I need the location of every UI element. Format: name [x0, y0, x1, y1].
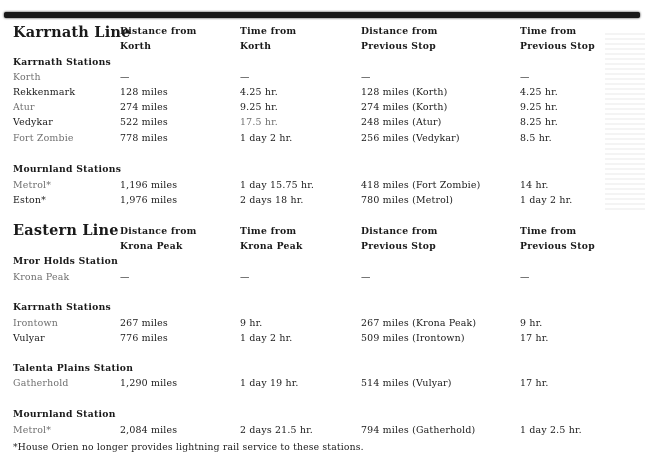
- eastern-line-title: Eastern Line: [13, 222, 119, 239]
- header-time-from-origin: Time from Korth: [240, 26, 297, 52]
- header-distance-from-origin: Distance from Korth: [120, 26, 197, 52]
- section-heading: Mournland Stations: [13, 164, 122, 175]
- table-row: Krona Peak — — — —: [13, 272, 530, 283]
- header-time-from-previous: Time from Previous Stop: [520, 226, 595, 252]
- table-row: Vulyar 776 miles 1 day 2 hr. 509 miles (Irontown) 17 hr.: [13, 333, 549, 344]
- section-heading: Mror Holds Station: [13, 256, 119, 267]
- footnote: *House Orien no longer provides lightning rail service to these stations.: [13, 442, 364, 453]
- header-time-from-previous: Time from Previous Stop: [520, 26, 595, 52]
- header-time-from-origin: Time from Krona Peak: [240, 226, 303, 252]
- header-distance-from-previous: Distance from Previous Stop: [361, 26, 438, 52]
- section-heading: Mournland Station: [13, 409, 116, 420]
- table-row: Metrol* 2,084 miles 2 days 21.5 hr. 794 miles (Gatherhold) 1 day 2.5 hr.: [13, 425, 582, 436]
- section-heading: Karrnath Stations: [13, 57, 112, 68]
- section-heading: Talenta Plains Station: [13, 363, 134, 374]
- table-row: Gatherhold 1,290 miles 1 day 19 hr. 514 miles (Vulyar) 17 hr.: [13, 378, 549, 389]
- table-row: Vedykar 522 miles 17.5 hr. 248 miles (Atur) 8.25 hr.: [13, 117, 558, 128]
- karrnath-header-row: [0, 24, 645, 54]
- table-row: Irontown 267 miles 9 hr. 267 miles (Krona Peak) 9 hr.: [13, 318, 543, 329]
- table-row: Eston* 1,976 miles 2 days 18 hr. 780 miles (Metrol) 1 day 2 hr.: [13, 195, 573, 206]
- section-heading: Karrnath Stations: [13, 302, 112, 313]
- table-row: Korth — — — —: [13, 72, 530, 83]
- table-row: Rekkenmark 128 miles 4.25 hr. 128 miles (Korth) 4.25 hr.: [13, 87, 558, 98]
- header-distance-from-previous: Distance from Previous Stop: [361, 226, 438, 252]
- table-row: Fort Zombie 778 miles 1 day 2 hr. 256 miles (Vedykar) 8.5 hr.: [13, 133, 552, 144]
- table-row: Metrol* 1,196 miles 1 day 15.75 hr. 418 miles (Fort Zombie) 14 hr.: [13, 180, 549, 191]
- table-row: Atur 274 miles 9.25 hr. 274 miles (Korth) 9.25 hr.: [13, 102, 558, 113]
- karrnath-line-title: Karrnath Line: [13, 24, 131, 41]
- eastern-header-row: [0, 222, 645, 252]
- header-distance-from-origin: Distance from Krona Peak: [120, 226, 197, 252]
